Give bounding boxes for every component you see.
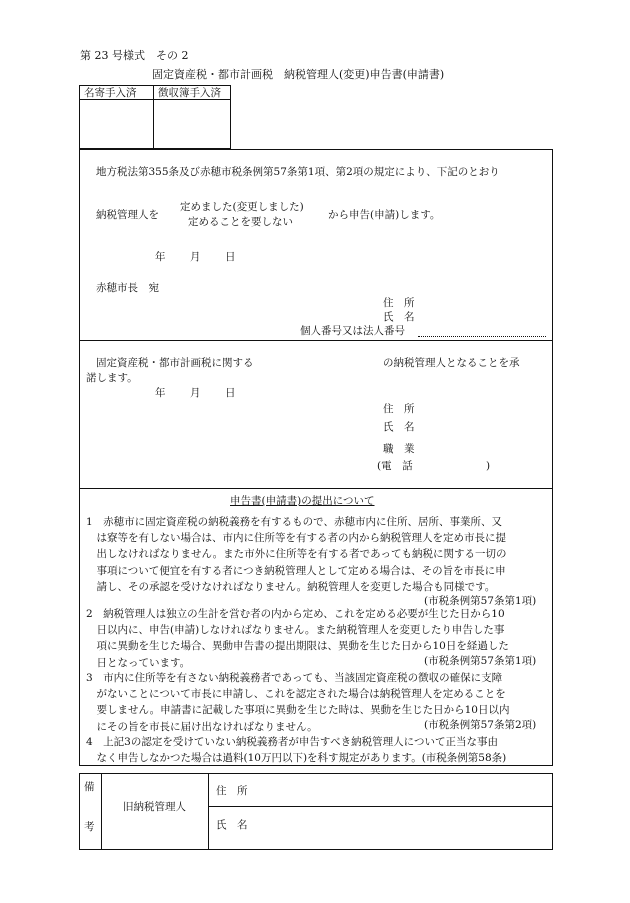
manager-phone-label: (電 話 <box>377 460 413 472</box>
stamp-box-divider <box>153 85 154 149</box>
declaration-suffix: から申告(申請)します。 <box>328 209 441 221</box>
remarks-col-divider-2 <box>208 773 209 850</box>
note-1-line: は寮等を有しない場合は、市内に住所等を有する者の内から納税管理人を定め市長に提 <box>86 532 506 545</box>
note-1-ref: (市税条例第57条第1項) <box>424 595 537 607</box>
divider-1 <box>79 340 553 341</box>
addressee: 赤穂市長 宛 <box>96 282 159 294</box>
form-number: 第 23 号様式 その 2 <box>80 49 189 62</box>
declaration-label: 納税管理人を <box>96 209 159 221</box>
date-month: 月 <box>190 251 201 263</box>
manager-job-label: 職 業 <box>383 443 415 455</box>
note-2-line: 2 納税管理人は独立の生計を営む者の内から定め、これを定める必要が生じた日から10 <box>86 608 505 620</box>
acceptance-line-1-left: 固定資産税・都市計画税に関する <box>96 357 254 369</box>
note-3-ref: (市税条例第57条第2項) <box>424 719 537 731</box>
acceptance-date-year: 年 <box>155 387 166 399</box>
note-3-line: 3 市内に住所等を有さない納税義務者であっても、当該固定資産税の徴収の確保に支障 <box>86 672 503 684</box>
remarks-label-top: 備 <box>84 781 95 793</box>
manager-phone-close: ) <box>486 460 491 472</box>
applicant-name-label: 氏 名 <box>383 311 415 323</box>
date-day: 日 <box>225 251 236 263</box>
note-2-line: 日以内に、申告(申請)しなければなりません。また納税管理人を変更したり申告した事 <box>86 624 505 637</box>
form-title: 固定資産税・都市計画税 納税管理人(変更)申告書(申請書) <box>152 68 445 81</box>
acceptance-date-day: 日 <box>225 387 236 399</box>
manager-name-label: 氏 名 <box>383 421 415 433</box>
stamp-col-label-2: 徴収簿手入済 <box>158 87 221 99</box>
note-3-line: がないことについて市長に申請し、これを認定された場合は納税管理人を定めることを <box>86 688 506 701</box>
stamp-col-label-1: 名寄手入済 <box>84 87 137 99</box>
applicant-address-label: 住 所 <box>383 297 415 309</box>
note-2-line: 項に異動を生じた場合、異動申告書の提出期限は、異動を生じた日から10日を経過した <box>86 640 509 653</box>
applicant-id-label: 個人番号又は法人番号 <box>300 325 405 337</box>
note-1-line: 事項について便宜を有する者につき納税管理人として定める場合は、その旨を市長に申 <box>86 564 506 577</box>
note-4 <box>86 734 506 766</box>
divider-2 <box>79 488 553 489</box>
note-2-line: 日となっています。 <box>86 656 191 669</box>
applicant-id-field[interactable] <box>418 336 546 337</box>
note-2-ref: (市税条例第57条第1項) <box>424 655 537 667</box>
option-decided[interactable]: 定めました(変更しました) <box>180 201 304 213</box>
acceptance-line-2: 諾します。 <box>86 372 138 384</box>
date-year: 年 <box>155 251 166 263</box>
note-1-line: 請し、その承認を受けなければなりません。納税管理人を変更した場合も同様です。 <box>86 580 496 593</box>
manager-address-label: 住 所 <box>383 403 415 415</box>
declaration-intro: 地方税法第355条及び赤穂市税条例第57条第1項、第2項の規定により、下記のとおり <box>96 166 500 178</box>
former-manager-name-label: 氏 名 <box>216 819 248 831</box>
former-manager-address-label: 住 所 <box>216 785 248 797</box>
acceptance-line-1-right: の納税管理人となることを承 <box>383 357 520 369</box>
note-1-line: 1 赤穂市に固定資産税の納税義務を有するもので、赤穂市内に住所、居所、事業所、又 <box>86 516 502 528</box>
acceptance-date-month: 月 <box>190 387 201 399</box>
notes-heading: 申告書(申請書)の提出について <box>230 495 375 507</box>
note-4-line: 4 上記3の認定を受けていない納税義務者が申告すべき納税管理人について正当な事由 <box>86 736 498 748</box>
former-manager-label: 旧納税管理人 <box>123 801 186 813</box>
remarks-row-divider <box>208 806 553 807</box>
note-1-line: 出しなければなりません。また市外に住所等を有する者であっても納税に関する一切の <box>86 548 507 561</box>
remarks-col-divider-1 <box>101 773 102 850</box>
note-3-line: 要しません。申請書に記載した事項に異動を生じた時は、異動を生じた日から10日以内 <box>86 704 510 717</box>
note-4-line: なく申告しなかつた場合は過料(10万円以下)を科す規定があります。(市税条例第58条) <box>86 752 507 765</box>
note-3-line: にその旨を市長に届け出なければなりません。 <box>86 720 318 733</box>
note-1 <box>86 514 507 595</box>
remarks-label-bottom: 考 <box>84 821 95 833</box>
option-not-required[interactable]: 定めることを要しない <box>188 216 293 228</box>
